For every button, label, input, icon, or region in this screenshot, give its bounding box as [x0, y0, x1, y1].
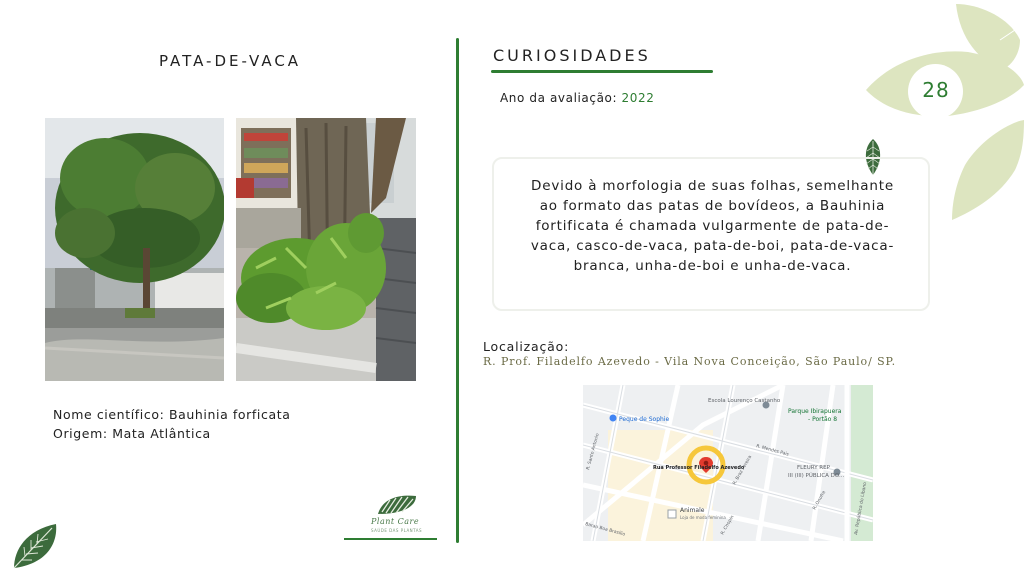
svg-text:Loja de moda feminina: Loja de moda feminina [680, 515, 726, 520]
logo-name: Plant Care [371, 517, 420, 526]
scientific-name: Nome científico: Bauhinia forficata [53, 407, 291, 422]
map-label-animale: Animale [680, 507, 705, 514]
section-title: CURIOSIDADES [493, 46, 651, 65]
year-label: Ano da avaliação: [500, 91, 618, 105]
map-label-escola: Escola Lourenço Castanho [708, 398, 781, 404]
svg-text:R. Santo Antonio: R. Santo Antonio [586, 432, 601, 471]
svg-text:Av. República do Líbano: Av. República do Líbano [854, 481, 869, 536]
column-divider [456, 38, 459, 543]
plant-info [53, 405, 291, 443]
map-label-peque: Peque de Sophie [619, 416, 670, 423]
map-label-r-mendes: R. Mendes Pais [755, 444, 790, 458]
leaf-icon [10, 520, 62, 572]
plant-photo [236, 118, 416, 381]
map-label-fleury: FLEURY REP [797, 465, 830, 471]
map-label-parque: Parque Ibirapuera [788, 408, 842, 415]
page-number: 28 [922, 78, 950, 102]
origin: Origem: Mata Atlântica [53, 426, 211, 441]
location-address: R. Prof. Filadelfo Azevedo - Vila Nova Conceição, São Paulo/ SP. [483, 355, 896, 368]
svg-text:Barao Boa Brasílio: Barao Boa Brasílio [584, 522, 626, 538]
plant-care-logo-icon [376, 492, 420, 516]
year-value: 2022 [621, 91, 655, 105]
svg-text:R. Chopin: R. Chopin [720, 514, 736, 536]
curiosity-text: Devido à morfologia de suas folhas, semelhante ao formato das patas de bovídeos, a Bauhinia fortificata é chamada vulgarmente de pata-de-vaca, casco-de-vaca, pata-de-boi, pata-de-vaca-branca, unha-de-boi e unha-de-vaca. [530, 178, 895, 274]
location-label: Localização: [483, 339, 570, 354]
section-title-underline [491, 70, 713, 73]
location-map[interactable] [583, 385, 873, 541]
svg-text:R. Braz Pereira: R. Braz Pereira [732, 454, 754, 486]
svg-text:- Portão 8: - Portão 8 [808, 416, 838, 423]
svg-text:R. Onofre: R. Onofre [812, 490, 828, 511]
tree-photo [45, 118, 224, 381]
plant-title: PATA-DE-VACA [158, 52, 302, 70]
map-label-street: Rua Professor Filadelfo Azevedo [653, 465, 745, 471]
svg-text:III (III) PÚBLICA DO...: III (III) PÚBLICA DO... [788, 473, 845, 479]
logo-tagline: SAÚDE DAS PLANTAS [371, 528, 423, 533]
evaluation-year [500, 91, 655, 105]
logo-underline [344, 538, 437, 540]
